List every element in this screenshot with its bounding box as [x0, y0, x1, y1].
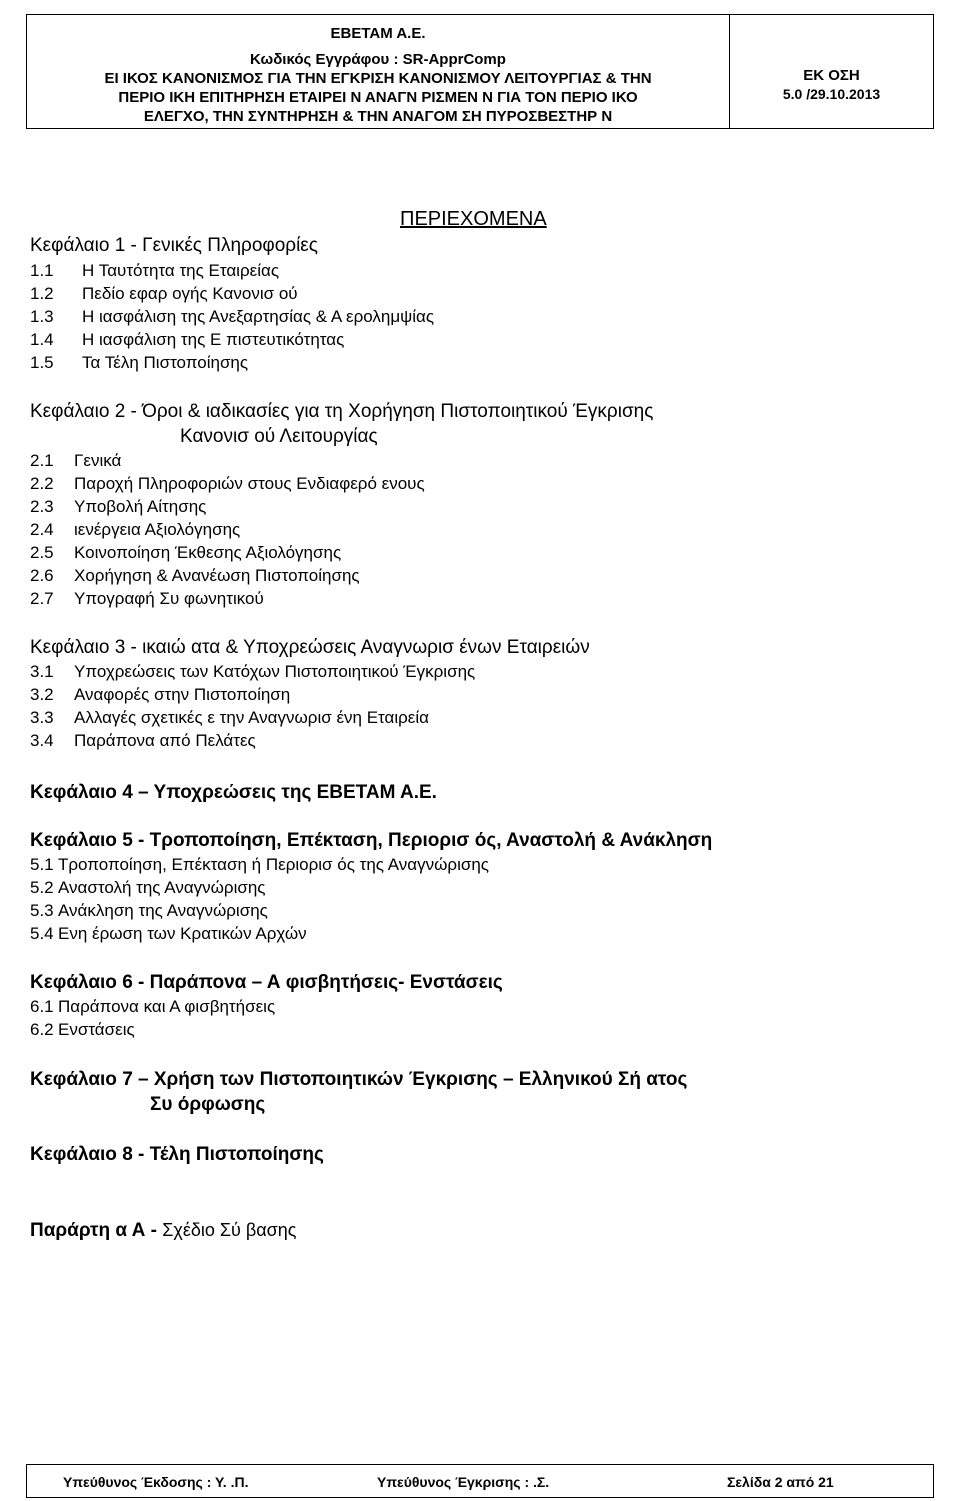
toc-annex — [30, 1220, 296, 1242]
toc-item-text: Ενη έρωση των Κρατικών Αρχών — [58, 924, 307, 943]
annex-title: Σχέδιο Σύ βασης — [162, 1220, 297, 1240]
toc-item-number: 5.4 — [30, 924, 54, 943]
toc-item-text: Παροχή Πληροφοριών στους Ενδιαφερό ενους — [74, 474, 425, 493]
toc-chapter-2: Κεφάλαιο 2 - Όροι & ιαδικασίες για τη Χορήγηση Πιστοποιητικού Έγκρισης — [30, 401, 654, 422]
toc-item-text: Αλλαγές σχετικές ε την Αναγνωρισ ένη Εταιρεία — [74, 708, 429, 727]
toc-chapter-4: Κεφάλαιο 4 – Υποχρεώσεις της ΕΒΕΤΑΜ Α.Ε. — [30, 782, 437, 803]
header-title-block — [27, 15, 729, 128]
toc-item-number: 3.1 — [30, 662, 54, 681]
document-title-line-1: ΕΙ ΙΚΟΣ ΚΑΝΟΝΙΣΜΟΣ ΓΙΑ ΤΗΝ ΕΓΚΡΙΣΗ ΚΑΝΟΝΙΣΜΟΥ ΛΕΙΤΟΥΡΓΙΑΣ & ΤΗΝ — [104, 70, 652, 87]
toc-item-number: 2.6 — [30, 566, 54, 585]
toc-item-text: Παράπονα και Α φισβητήσεις — [58, 997, 276, 1016]
toc-item-text: Υπογραφή Συ φωνητικού — [74, 589, 264, 608]
company-name: ΕΒΕΤΑΜ Α.Ε. — [330, 25, 426, 42]
toc-item-number: 2.7 — [30, 589, 54, 608]
toc-chapter-8: Κεφάλαιο 8 - Τέλη Πιστοποίησης — [30, 1144, 324, 1165]
toc-item-number: 2.5 — [30, 543, 54, 562]
toc-item-text: Αναφορές στην Πιστοποίηση — [74, 685, 291, 704]
toc-item-number: 3.4 — [30, 731, 54, 750]
document-title-line-2: ΠΕΡΙΟ ΙΚΗ ΕΠΙΤΗΡΗΣΗ ΕΤΑΙΡΕΙ Ν ΑΝΑΓΝ ΡΙΣΜΕΝ Ν ΓΙΑ ΤΟΝ ΠΕΡΙΟ ΙΚΟ — [118, 89, 638, 106]
toc-item-text: Ενστάσεις — [58, 1020, 135, 1039]
toc-item-number: 5.1 — [30, 855, 54, 874]
toc-item-text: Παράπονα από Πελάτες — [74, 731, 256, 750]
toc-chapter-3: Κεφάλαιο 3 - ικαιώ ατα & Υποχρεώσεις Αναγνωρισ ένων Εταιρειών — [30, 637, 590, 658]
toc-chapter-7-continued: Συ όρφωσης — [150, 1094, 266, 1115]
toc-item-text: ιενέργεια Αξιολόγησης — [74, 520, 241, 539]
toc-chapter-2-continued: Κανονισ ού Λειτουργίας — [180, 426, 378, 447]
toc-item-text: Η Ταυτότητα της Εταιρείας — [82, 261, 280, 280]
toc-chapter-7: Κεφάλαιο 7 – Χρήση των Πιστοποιητικών Έγκρισης – Ελληνικού Σή ατος — [30, 1069, 688, 1090]
footer-page-number: Σελίδα 2 από 21 — [727, 1474, 834, 1490]
toc-item-number: 3.3 — [30, 708, 54, 727]
toc-item-number: 6.2 — [30, 1020, 54, 1039]
toc-title: ΠΕΡΙΕΧΟΜΕΝΑ — [400, 208, 547, 230]
edition-value: 5.0 /29.10.2013 — [782, 86, 881, 102]
document-code: Κωδικός Εγγράφου : SR-ApprComp — [250, 51, 506, 68]
toc-item-number: 1.3 — [30, 307, 54, 326]
toc-item-text: Γενικά — [74, 451, 122, 470]
toc-item-text: Αναστολή της Αναγνώρισης — [58, 878, 266, 897]
toc-item-number: 1.4 — [30, 330, 54, 349]
header-edition-block — [730, 15, 933, 128]
toc-item-number: 1.1 — [30, 261, 54, 280]
toc-item-number: 2.1 — [30, 451, 54, 470]
footer-approver: Υπεύθυνος Έγκρισης : .Σ. — [377, 1474, 550, 1490]
toc-item-text: Τροποποίηση, Επέκταση ή Περιορισ ός της Αναγνώρισης — [58, 855, 489, 874]
toc-item-number: 1.5 — [30, 353, 54, 372]
toc-item-text: Τα Τέλη Πιστοποίησης — [82, 353, 249, 372]
toc-item-text: Η ιασφάλιση της Ανεξαρτησίας & Α ερολημψίας — [82, 307, 435, 326]
edition-label: ΕΚ ΟΣΗ — [803, 67, 860, 84]
toc-chapter-5: Κεφάλαιο 5 - Τροποποίηση, Επέκταση, Περιορισ ός, Αναστολή & Ανάκληση — [30, 830, 713, 851]
annex-label: Παράρτη α Α - — [30, 1220, 158, 1241]
toc-item-number: 3.2 — [30, 685, 54, 704]
toc-item-number: 2.4 — [30, 520, 54, 539]
toc-item-text: Πεδίο εφαρ ογής Κανονισ ού — [82, 284, 298, 303]
toc-item-number: 2.2 — [30, 474, 54, 493]
toc-item-text: Χορήγηση & Ανανέωση Πιστοποίησης — [74, 566, 360, 585]
toc-item-text: Κοινοποίηση Έκθεσης Αξιολόγησης — [74, 543, 342, 562]
toc-chapter-1: Κεφάλαιο 1 - Γενικές Πληροφορίες — [30, 235, 318, 256]
toc-item-number: 5.2 — [30, 878, 54, 897]
toc-item-number: 6.1 — [30, 997, 54, 1016]
toc-item-text: Η ιασφάλιση της Ε πιστευτικότητας — [82, 330, 345, 349]
page-footer — [26, 1464, 934, 1498]
toc-chapter-6: Κεφάλαιο 6 - Παράπονα – Α φισβητήσεις- Ενστάσεις — [30, 972, 503, 993]
toc-item-number: 1.2 — [30, 284, 54, 303]
toc-item-text: Υποβολή Αίτησης — [74, 497, 207, 516]
page-header — [26, 14, 934, 129]
toc-item-text: Ανάκληση της Αναγνώρισης — [58, 901, 268, 920]
toc-item-number: 2.3 — [30, 497, 54, 516]
toc-item-text: Υποχρεώσεις των Κατόχων Πιστοποιητικού Έγκρισης — [74, 662, 476, 681]
document-title-line-3: ΕΛΕΓΧΟ, ΤΗΝ ΣΥΝΤΗΡΗΣΗ & ΤΗΝ ΑΝΑΓΟΜ ΣΗ ΠΥΡΟΣΒΕΣΤΗΡ Ν — [143, 108, 613, 125]
footer-issuer: Υπεύθυνος Έκδοσης : Υ. .Π. — [63, 1474, 249, 1490]
toc-item-number: 5.3 — [30, 901, 54, 920]
